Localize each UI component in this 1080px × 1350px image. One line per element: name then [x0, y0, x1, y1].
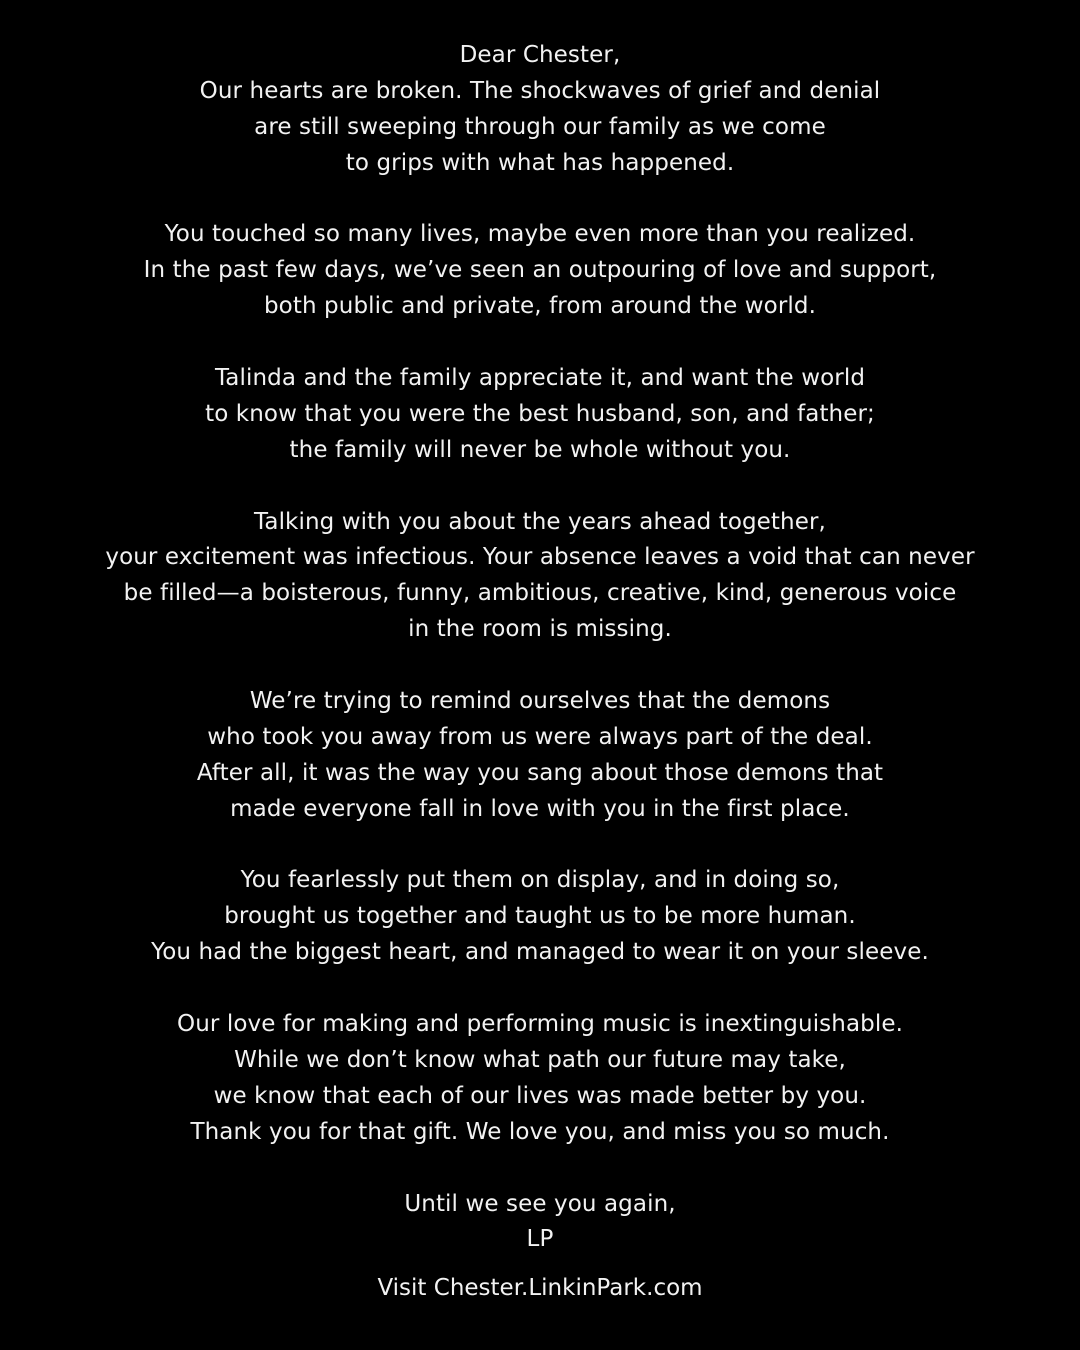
paragraph-6-line-2: brought us together and taught us to be more human.: [224, 903, 856, 930]
paragraph-5: [0, 684, 1080, 828]
paragraph-7-line-3: we know that each of our lives was made better by you.: [213, 1082, 867, 1109]
paragraph-7-line-2: While we don’t know what path our future may take,: [234, 1046, 846, 1073]
paragraph-2-line-2: In the past few days, we’ve seen an outpouring of love and support,: [143, 257, 937, 284]
paragraph-2-line-1: You touched so many lives, maybe even more than you realized.: [164, 221, 916, 248]
paragraph-7-line-4: Thank you for that gift. We love you, and miss you so much.: [190, 1118, 890, 1145]
paragraph-5-line-2: who took you away from us were always part of the deal.: [207, 723, 873, 750]
paragraph-4: [0, 505, 1080, 649]
paragraph-1-line-2: are still sweeping through our family as we come: [254, 113, 826, 140]
paragraph-7-line-1: Our love for making and performing music is inextinguishable.: [177, 1011, 903, 1038]
closing: Until we see you again,: [404, 1190, 676, 1217]
paragraph-5-line-4: made everyone fall in love with you in the first place.: [230, 795, 850, 822]
paragraph-3-line-2: to know that you were the best husband, son, and father;: [205, 400, 875, 427]
paragraph-4-line-3: be filled—a boisterous, funny, ambitious, creative, kind, generous voice: [123, 580, 957, 607]
paragraph-2: [0, 217, 1080, 325]
salutation-block: [0, 38, 1080, 182]
paragraph-3-line-1: Talinda and the family appreciate it, and want the world: [214, 365, 866, 392]
paragraph-3-line-3: the family will never be whole without you.: [289, 436, 791, 463]
footer: [0, 1270, 1080, 1306]
paragraph-3: [0, 361, 1080, 469]
paragraph-5-line-1: We’re trying to remind ourselves that the demons: [249, 688, 831, 715]
salutation: Dear Chester,: [459, 42, 621, 68]
paragraph-4-line-2: your excitement was infectious. Your absence leaves a void that can never: [105, 544, 975, 571]
letter: [0, 38, 1080, 1258]
paragraph-6-line-1: You fearlessly put them on display, and in doing so,: [240, 867, 840, 894]
paragraph-1-line-3: to grips with what has happened.: [345, 149, 735, 176]
signature: LP: [526, 1226, 554, 1253]
paragraph-4-line-1: Talking with you about the years ahead together,: [254, 508, 826, 535]
paragraph-6-line-3: You had the biggest heart, and managed to wear it on your sleeve.: [151, 939, 929, 966]
paragraph-1-line-1: Our hearts are broken. The shockwaves of grief and denial: [199, 77, 881, 104]
paragraph-4-line-4: in the room is missing.: [408, 616, 672, 643]
sign-off: [0, 1187, 1080, 1259]
visit-link[interactable]: Visit Chester.LinkinPark.com: [377, 1275, 703, 1301]
paragraph-6: [0, 863, 1080, 971]
paragraph-2-line-3: both public and private, from around the world.: [263, 293, 817, 320]
paragraph-5-line-3: After all, it was the way you sang about those demons that: [196, 759, 884, 786]
paragraph-7: [0, 1007, 1080, 1151]
